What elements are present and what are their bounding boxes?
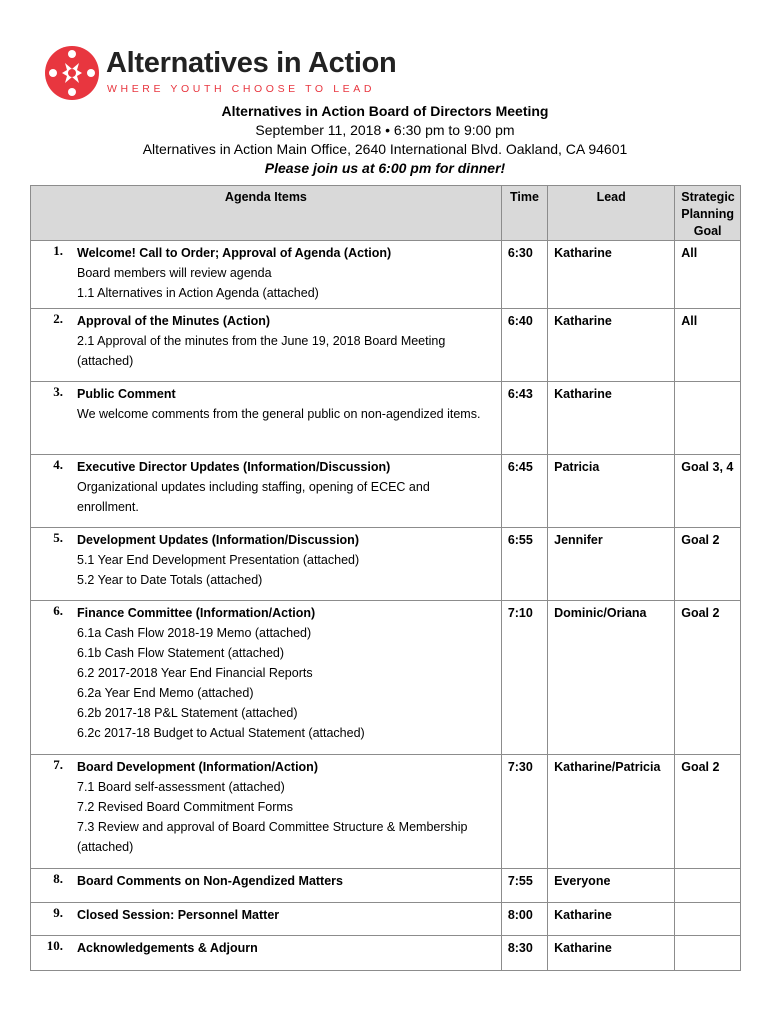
logo-title: Alternatives in Action (106, 47, 397, 79)
agenda-row (31, 903, 741, 936)
agenda-row (31, 755, 741, 869)
agenda-item-detail: Organizational updates including staffing, opening of ECEC and enrollment. (77, 480, 430, 514)
agenda-item-title: Finance Committee (Information/Action) (77, 606, 316, 620)
organization-logo (44, 45, 397, 103)
agenda-item-detail: 6.1a Cash Flow 2018-19 Memo (attached) (77, 626, 312, 640)
agenda-lead-cell: Dominic/Oriana (548, 601, 675, 755)
agenda-item-title: Acknowledgements & Adjourn (77, 941, 258, 955)
agenda-item-number: 6. (53, 603, 63, 618)
agenda-row (31, 455, 741, 528)
agenda-item-detail: 6.2a Year End Memo (attached) (77, 686, 254, 700)
agenda-item-number: 10. (46, 938, 63, 953)
agenda-item-cell (31, 601, 502, 755)
meeting-title: Alternatives in Action Board of Directors Meeting (221, 103, 549, 119)
agenda-time-cell: 6:43 (501, 382, 547, 455)
meeting-heading (0, 102, 770, 178)
agenda-lead-cell: Katharine/Patricia (548, 755, 675, 869)
logo-tagline: WHERE YOUTH CHOOSE TO LEAD (107, 83, 376, 95)
agenda-item-number: 7. (53, 757, 63, 772)
header-agenda-items: Agenda Items (31, 186, 502, 241)
agenda-lead-cell: Katharine (548, 309, 675, 382)
agenda-item-detail: 2.1 Approval of the minutes from the June 19, 2018 Board Meeting (attached) (77, 334, 446, 368)
agenda-item-cell (31, 241, 502, 309)
agenda-row (31, 382, 741, 455)
agenda-row (31, 241, 741, 309)
agenda-item-number: 2. (53, 311, 63, 326)
agenda-goal-cell: Goal 2 (675, 528, 741, 601)
agenda-item-cell (31, 309, 502, 382)
agenda-item-detail: 5.1 Year End Development Presentation (attached) (77, 553, 360, 567)
agenda-time-cell: 7:55 (501, 869, 547, 903)
agenda-goal-cell (675, 903, 741, 936)
agenda-item-detail: 6.2c 2017-18 Budget to Actual Statement (attached) (77, 726, 365, 740)
agenda-lead-cell: Katharine (548, 903, 675, 936)
meeting-datetime: September 11, 2018 • 6:30 pm to 9:00 pm (255, 122, 515, 138)
agenda-lead-cell: Everyone (548, 869, 675, 903)
agenda-goal-cell: Goal 2 (675, 755, 741, 869)
agenda-item-detail: 1.1 Alternatives in Action Agenda (attached) (77, 286, 319, 300)
agenda-goal-cell (675, 936, 741, 971)
agenda-goal-cell (675, 382, 741, 455)
agenda-time-cell: 8:30 (501, 936, 547, 971)
agenda-goal-cell (675, 869, 741, 903)
agenda-item-detail: 6.2 2017-2018 Year End Financial Reports (77, 666, 313, 680)
agenda-item-detail: 7.1 Board self-assessment (attached) (77, 780, 285, 794)
agenda-item-detail: 7.2 Revised Board Commitment Forms (77, 800, 294, 814)
agenda-table (30, 185, 741, 971)
agenda-goal-cell: Goal 3, 4 (675, 455, 741, 528)
agenda-item-number: 8. (53, 871, 63, 886)
agenda-time-cell: 6:40 (501, 309, 547, 382)
people-circle-logo-icon (44, 45, 100, 101)
agenda-item-cell (31, 755, 502, 869)
agenda-lead-cell: Jennifer (548, 528, 675, 601)
agenda-item-cell (31, 455, 502, 528)
agenda-header-row (31, 186, 741, 241)
meeting-location: Alternatives in Action Main Office, 2640 International Blvd. Oakland, CA 94601 (142, 141, 628, 157)
header-strategic-goal: Strategic Planning Goal (675, 186, 741, 241)
agenda-item-number: 3. (53, 384, 63, 399)
agenda-item-number: 9. (53, 905, 63, 920)
agenda-item-detail: 6.1b Cash Flow Statement (attached) (77, 646, 285, 660)
agenda-time-cell: 7:30 (501, 755, 547, 869)
agenda-item-title: Executive Director Updates (Information/Discussion) (77, 460, 391, 474)
agenda-item-cell (31, 528, 502, 601)
agenda-item-cell (31, 869, 502, 903)
agenda-item-cell (31, 903, 502, 936)
agenda-item-title: Closed Session: Personnel Matter (77, 908, 280, 922)
header-time: Time (501, 186, 547, 241)
agenda-time-cell: 6:30 (501, 241, 547, 309)
agenda-goal-cell: All (675, 241, 741, 309)
agenda-item-cell (31, 382, 502, 455)
agenda-row (31, 869, 741, 903)
header-lead: Lead (548, 186, 675, 241)
agenda-goal-cell: All (675, 309, 741, 382)
agenda-row (31, 601, 741, 755)
agenda-item-number: 1. (53, 243, 63, 258)
agenda-lead-cell: Patricia (548, 455, 675, 528)
agenda-item-title: Board Comments on Non-Agendized Matters (77, 874, 343, 888)
agenda-item-cell (31, 936, 502, 971)
agenda-time-cell: 6:55 (501, 528, 547, 601)
agenda-item-detail: 5.2 Year to Date Totals (attached) (77, 573, 263, 587)
agenda-row (31, 528, 741, 601)
agenda-time-cell: 8:00 (501, 903, 547, 936)
agenda-item-detail: Board members will review agenda (77, 266, 272, 280)
agenda-lead-cell: Katharine (548, 241, 675, 309)
agenda-row (31, 936, 741, 971)
agenda-item-detail: We welcome comments from the general public on non-agendized items. (77, 407, 481, 421)
agenda-time-cell: 7:10 (501, 601, 547, 755)
agenda-item-title: Development Updates (Information/Discussion) (77, 533, 359, 547)
agenda-item-title: Approval of the Minutes (Action) (77, 314, 271, 328)
agenda-time-cell: 6:45 (501, 455, 547, 528)
agenda-goal-cell: Goal 2 (675, 601, 741, 755)
agenda-row (31, 309, 741, 382)
agenda-item-detail: 7.3 Review and approval of Board Committee Structure & Membership (attached) (77, 820, 468, 854)
dinner-note: Please join us at 6:00 pm for dinner! (264, 160, 506, 176)
agenda-item-title: Welcome! Call to Order; Approval of Agenda (Action) (77, 246, 392, 260)
agenda-item-detail: 6.2b 2017-18 P&L Statement (attached) (77, 706, 298, 720)
agenda-lead-cell: Katharine (548, 382, 675, 455)
agenda-item-number: 5. (53, 530, 63, 545)
agenda-lead-cell: Katharine (548, 936, 675, 971)
agenda-item-number: 4. (53, 457, 63, 472)
agenda-item-title: Public Comment (77, 387, 176, 401)
agenda-item-title: Board Development (Information/Action) (77, 760, 318, 774)
